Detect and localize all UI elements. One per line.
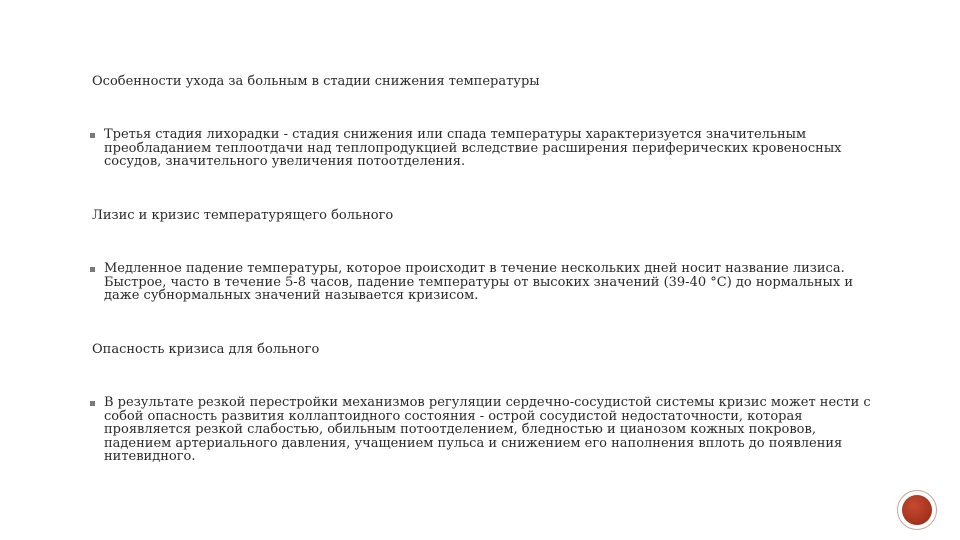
bullet-marker-icon (90, 401, 95, 406)
section-1-bullet (90, 128, 880, 169)
section-2-bullet (90, 262, 880, 303)
section-2-bullet-text: Медленное падение температуры, которое происходит в течение нескольких дней носит название лизиса. Быстрое, часто в течение 5-8 часов, падение температуры от высоких значений (39-40 °С) до нормальных и даже субнормальных значений называется кризисом. (104, 261, 854, 303)
slide-badge-inner (902, 495, 932, 525)
slide-badge-icon (897, 490, 937, 530)
bullet-marker-icon (90, 267, 95, 272)
section-3-bullet-text: В результате резкой перестройки механизмов регуляции сердечно-сосудистой системы кризис может нести с собой опасность развития коллаптоидного состояния - острой сосудистой недостаточности, которая проявляется резкой слабостью, обильным потоотделением, бледностью и цианозом кожных покровов, падением артериального давления, учащением пульса и снижением его наполнения вплоть до появления нитевидного. (104, 395, 871, 464)
section-1-heading: Особенности ухода за больным в стадии снижения температуры (92, 74, 540, 89)
section-1-bullet-text: Третья стадия лихорадки - стадия снижения или спада температуры характеризуется значительным преобладанием теплоотдачи над теплопродукцией вследствие расширения периферических кровеносных сосудов, значительного увеличения потоотделения. (104, 127, 842, 169)
section-3-heading: Опасность кризиса для больного (92, 342, 320, 357)
section-3-bullet (90, 396, 880, 464)
section-2-heading: Лизис и кризис температурящего больного (92, 208, 394, 223)
bullet-marker-icon (90, 133, 95, 138)
